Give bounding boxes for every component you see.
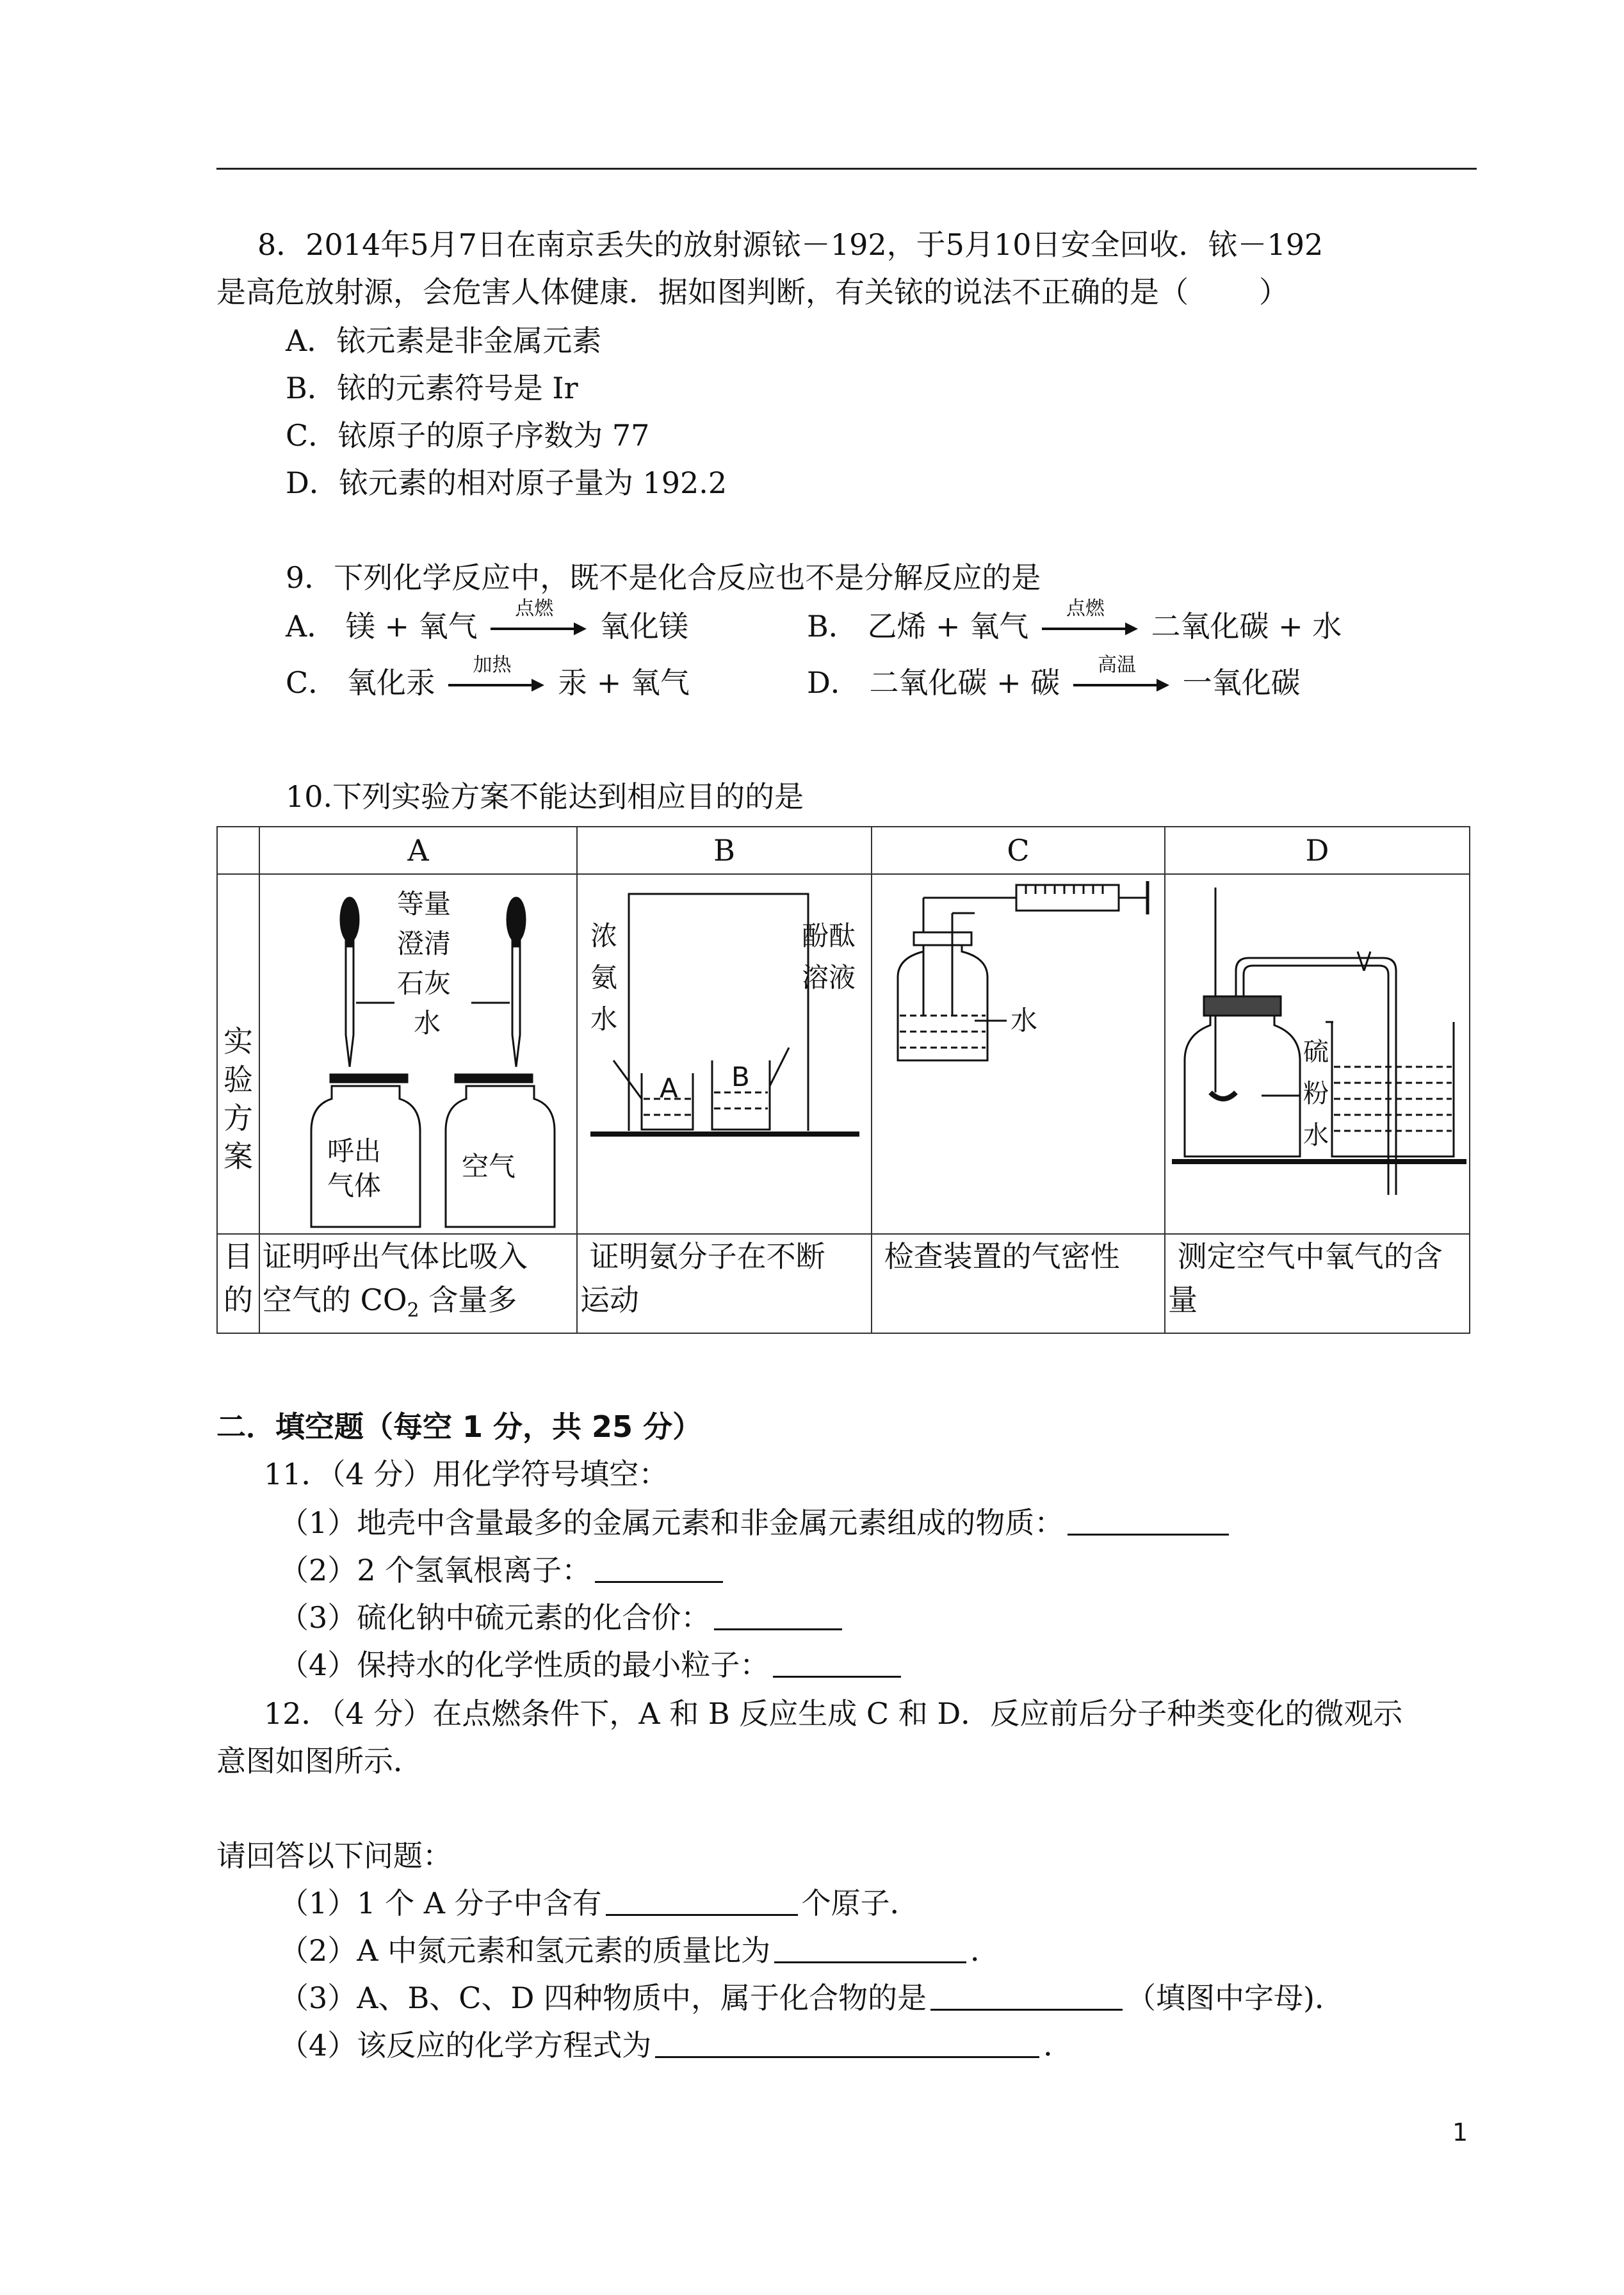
q12-item-3 (279, 1979, 1344, 2017)
q9-d-condition: 高温 (1097, 654, 1136, 676)
q9-d-label: D． (807, 665, 860, 700)
row-label-plan (217, 874, 259, 1234)
q12-answer-blank-4[interactable] (655, 2031, 1039, 2058)
label-exhaled-2: 气体 (327, 1170, 382, 1201)
q12-answer-blank-1[interactable] (606, 1888, 798, 1916)
diagram-a-exhaled-vs-air (260, 875, 578, 1233)
q12-prompt: 请回答以下问题： (216, 1838, 452, 1873)
q9-a-condition: 点燃 (515, 597, 554, 620)
q11-item-3 (279, 1598, 846, 1637)
q9-option-c (286, 654, 690, 702)
q9-c-arrow (448, 654, 544, 692)
q11-stem: 11．（4 分）用化学符号填空： (264, 1457, 669, 1491)
table-header-row (217, 827, 1470, 874)
purpose-c-line1: 检查装置的气密性 (875, 1239, 1120, 1274)
q12-item-4-post: ． (1043, 2028, 1073, 2063)
q11-answer-blank-1[interactable] (1068, 1508, 1229, 1536)
diagram-c-airtight-check (872, 875, 1165, 1233)
q8-option-b: B．铱的元素符号是 Ir (286, 371, 578, 405)
q11-item-3-text: （3）硫化钠中硫元素的化合价： (279, 1600, 711, 1635)
label-phenol-1: 酚酞 (802, 920, 856, 952)
q12-answer-blank-3[interactable] (930, 1983, 1123, 2011)
q12-item-1 (279, 1884, 920, 1922)
purpose-a-subscript: 2 (407, 1299, 419, 1322)
q11-item-4-text: （4）保持水的化学性质的最小粒子： (279, 1648, 770, 1682)
q8-line1: 8．2014年5月7日在南京丢失的放射源铱－192，于5月10日安全回收．铱－192 (257, 227, 1324, 262)
label-d-sulfur: 硫 (1303, 1037, 1329, 1067)
q12-item-2 (279, 1931, 1000, 1970)
table-row-plan (217, 874, 1470, 1234)
q9-a-arrow (491, 597, 587, 635)
q11-item-4 (279, 1646, 905, 1684)
purpose-a-line2 (263, 1278, 576, 1333)
section-2-title: 二．填空题（每空 1 分，共 25 分） (216, 1409, 702, 1444)
q9-option-a (286, 597, 688, 645)
purpose-a-co: 空气的 CO (263, 1283, 407, 1317)
label-conc-3: 水 (590, 1003, 618, 1035)
q10-stem: 10.下列实验方案不能达到相应目的的是 (286, 779, 804, 814)
q9-c-condition: 加热 (473, 654, 512, 676)
q11-item-1 (279, 1504, 1233, 1542)
q9-option-d (807, 654, 1301, 702)
q9-a-label: A． (286, 609, 337, 644)
purpose-d-line2: 量 (1168, 1283, 1198, 1317)
diagram-b-cell (577, 874, 872, 1234)
q9-c-label: C． (286, 665, 338, 700)
label-d-water: 水 (1303, 1121, 1329, 1150)
purpose-d-line1: 测定空气中氧气的含 (1168, 1239, 1443, 1274)
q12-item-3-post: （填图中字母)． (1126, 1981, 1344, 2015)
table-header-d: D (1165, 827, 1470, 874)
q11-answer-blank-3[interactable] (714, 1603, 842, 1630)
table-header-b: B (577, 827, 872, 874)
purpose-b (577, 1234, 872, 1333)
q8-close-paren: ） (1259, 275, 1288, 309)
q12-line1: 12．（4 分）在点燃条件下，A 和 B 反应生成 C 和 D．反应前后分子种类变化的微观示 (264, 1696, 1403, 1731)
q8-option-d: D．铱元素的相对原子量为 192.2 (286, 466, 727, 500)
page-number: 1 (1452, 2118, 1468, 2146)
row-label-purpose (217, 1234, 259, 1333)
q11-answer-blank-2[interactable] (595, 1555, 723, 1583)
q12-item-2-pre: （2）A 中氮元素和氢元素的质量比为 (279, 1933, 771, 1968)
q8-option-a: A．铱元素是非金属元素 (286, 323, 602, 358)
table-row-purpose (217, 1234, 1470, 1333)
q12-item-2-post: ． (970, 1933, 1000, 1968)
diagram-d-cell (1165, 874, 1470, 1234)
q9-b-label: B． (807, 609, 858, 644)
label-exhaled-1: 呼出 (327, 1135, 382, 1167)
q9-b-arrow (1042, 597, 1138, 635)
purpose-b-line1: 证明氨分子在不断 (580, 1239, 825, 1274)
table-header-c: C (872, 827, 1165, 874)
diagram-b-ammonia-diffusion (578, 875, 872, 1233)
purpose-a-line1: 证明呼出气体比吸入 (263, 1239, 528, 1274)
row-label-char: 验 (223, 1062, 253, 1097)
label-beaker-a: A (660, 1073, 678, 1104)
diagram-c-cell (872, 874, 1165, 1234)
q11-answer-blank-4[interactable] (773, 1650, 901, 1678)
purpose-c (872, 1234, 1165, 1333)
q12-line2: 意图如图所示． (216, 1744, 423, 1778)
q12-item-3-pre: （3）A、B、C、D 四种物质中，属于化合物的是 (279, 1981, 927, 2015)
q8-option-c: C．铱原子的原子序数为 77 (286, 418, 650, 453)
q9-a-right: 氧化镁 (599, 609, 688, 644)
q11-item-1-text: （1）地壳中含量最多的金属元素和非金属元素组成的物质： (279, 1505, 1064, 1540)
q9-b-left: 乙烯 + 氧气 (867, 609, 1029, 644)
row-label-char: 目 (223, 1239, 253, 1274)
q11-item-2-text: （2）2 个氢氧根离子： (279, 1553, 592, 1587)
purpose-a (259, 1234, 577, 1333)
q9-b-condition: 点燃 (1066, 597, 1105, 620)
q9-a-left: 镁 + 氧气 (345, 609, 478, 644)
q9-d-left: 二氧化碳 + 碳 (869, 665, 1060, 700)
row-label-char: 方 (223, 1101, 253, 1135)
purpose-a-rest: 含量多 (419, 1283, 517, 1317)
q12-item-4 (279, 2026, 1073, 2064)
q9-c-right: 汞 + 氧气 (558, 665, 690, 700)
purpose-d (1165, 1234, 1470, 1333)
label-beaker-b: B (731, 1061, 750, 1092)
q9-option-b (807, 597, 1342, 645)
label-phenol-2: 溶液 (802, 962, 856, 993)
q8-line2-text: 是高危放射源，会危害人体健康．据如图判断，有关铱的说法不正确的是（ (216, 275, 1189, 309)
q10-experiment-table (216, 826, 1470, 1334)
table-header-a: A (259, 827, 577, 874)
q12-item-1-post: 个原子． (801, 1886, 920, 1920)
q9-stem: 9．下列化学反应中，既不是化合反应也不是分解反应的是 (286, 560, 1041, 595)
diagram-a-cell (259, 874, 577, 1234)
table-corner-cell (217, 827, 259, 874)
diagram-d-oxygen-content (1165, 875, 1470, 1233)
row-label-char: 的 (223, 1283, 253, 1317)
label-c-water: 水 (1011, 1005, 1038, 1036)
q12-answer-blank-2[interactable] (774, 1936, 966, 1963)
label-clear: 澄清 (397, 928, 451, 959)
label-equal-amount: 等量 (397, 888, 451, 920)
q12-item-4-pre: （4）该反应的化学方程式为 (279, 2028, 652, 2063)
row-label-char: 实 (223, 1024, 253, 1058)
row-label-char: 案 (223, 1139, 253, 1174)
q12-item-1-pre: （1）1 个 A 分子中含有 (279, 1886, 602, 1920)
q11-item-2 (279, 1551, 727, 1589)
q9-d-arrow (1073, 654, 1169, 692)
q9-b-right: 二氧化碳 + 水 (1151, 609, 1342, 644)
q9-c-left: 氧化汞 (346, 665, 435, 700)
label-lime: 石灰 (397, 968, 451, 999)
label-conc-2: 氨 (590, 962, 618, 993)
label-conc-1: 浓 (590, 920, 618, 952)
q8-line2 (216, 273, 1288, 311)
purpose-b-line2: 运动 (580, 1283, 639, 1317)
header-rule (216, 168, 1477, 170)
label-water: 水 (414, 1007, 441, 1039)
label-air: 空气 (462, 1151, 516, 1182)
label-d-powder: 粉 (1303, 1079, 1329, 1108)
q9-d-right: 一氧化碳 (1182, 665, 1301, 700)
